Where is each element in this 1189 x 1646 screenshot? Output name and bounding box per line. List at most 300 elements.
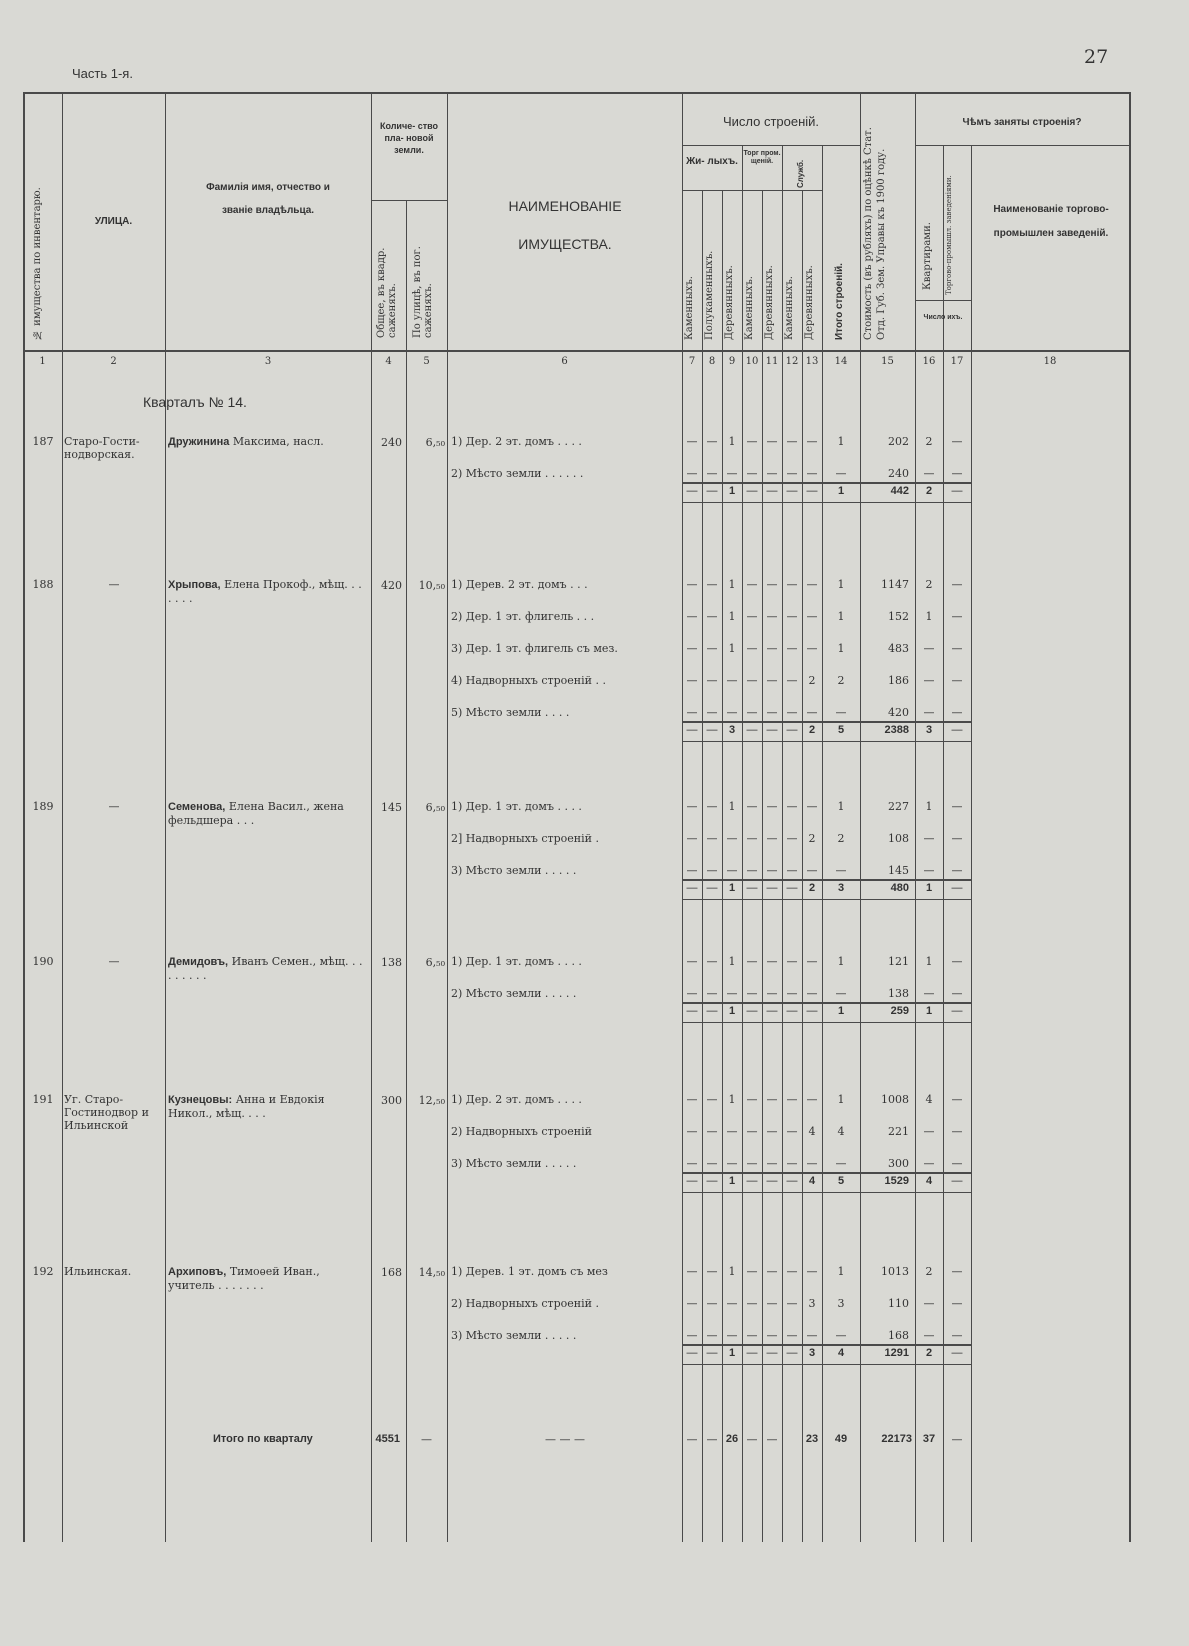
value-cell: 1 xyxy=(837,642,845,655)
value-cell: 168 xyxy=(888,1329,909,1342)
subtotal-cell: — xyxy=(686,1005,698,1017)
value-cell: 110 xyxy=(888,1297,909,1310)
value-cell: — xyxy=(726,864,738,877)
value-cell: — xyxy=(746,987,758,1000)
value-cell: — xyxy=(726,1329,738,1342)
col3-header: Фамилія имя, отчество и званіе владѣльца. xyxy=(206,182,330,216)
subtotal-cell: 5 xyxy=(837,1175,845,1187)
subtotal-cell: 1 xyxy=(728,485,736,497)
column-number: 14 xyxy=(834,356,848,367)
value-cell: — xyxy=(786,610,798,623)
value-cell: — xyxy=(786,642,798,655)
col-line xyxy=(406,200,407,1542)
owner-details: Тимоѳей Иван., учитель . . . . . . . xyxy=(168,1265,320,1293)
property-name: 4) Надворныхъ строеній . . xyxy=(451,674,606,687)
value-cell: — xyxy=(835,1329,847,1342)
value-cell: — xyxy=(746,674,758,687)
value-cell: — xyxy=(923,706,935,719)
subtotal-rule xyxy=(682,502,971,503)
value-cell: — xyxy=(686,1157,698,1170)
value-cell: — xyxy=(766,864,778,877)
value-cell: — xyxy=(923,832,935,845)
value-cell: — xyxy=(786,578,798,591)
subtotal-rule xyxy=(682,721,971,723)
value-cell: — xyxy=(706,706,718,719)
land-area: 168 xyxy=(381,1266,402,1279)
value-cell: 300 xyxy=(888,1157,909,1170)
subtotal-cell: — xyxy=(746,882,758,894)
owner-surname: Демидовъ, xyxy=(168,956,229,968)
value-cell: — xyxy=(806,1157,818,1170)
subtotal-cell: — xyxy=(766,1175,778,1187)
subtotal-cell: — xyxy=(786,1005,798,1017)
value-cell: — xyxy=(686,642,698,655)
value-cell: 1 xyxy=(925,610,933,623)
subtotal-rule xyxy=(682,1002,971,1004)
subtotal-cell: 1 xyxy=(837,1005,845,1017)
value-cell: 483 xyxy=(888,642,909,655)
value-cell: — xyxy=(835,467,847,480)
value-cell: 145 xyxy=(888,864,909,877)
value-cell: — xyxy=(726,706,738,719)
subtotal-cell: 4 xyxy=(837,1347,845,1359)
value-cell: — xyxy=(766,467,778,480)
land-area: 420 xyxy=(381,579,402,592)
value-cell: — xyxy=(806,987,818,1000)
value-cell: — xyxy=(786,435,798,448)
subtotal-cell: — xyxy=(746,1005,758,1017)
column-number: 17 xyxy=(950,356,964,367)
c11-header: Деревянныхъ. xyxy=(764,265,775,340)
subtotal-cell: 1 xyxy=(728,1005,736,1017)
trade-group-header: Торг пром. щеній. xyxy=(743,150,781,166)
c18-header: Наименованіе торгово-промышлен заведеній. xyxy=(993,204,1109,239)
value-cell: — xyxy=(923,1125,935,1138)
value-cell: 2 xyxy=(808,674,816,687)
subtotal-cell: — xyxy=(686,724,698,736)
value-cell: — xyxy=(835,987,847,1000)
value-cell: — xyxy=(686,435,698,448)
value-cell: — xyxy=(706,674,718,687)
value-cell: 1 xyxy=(728,578,736,591)
value-cell: 1 xyxy=(837,1265,845,1278)
owner-surname: Семенова, xyxy=(168,801,226,813)
c14-header: Итого строеній. xyxy=(834,263,845,340)
header-subline xyxy=(682,145,860,146)
total-area: 4551 xyxy=(375,1433,400,1445)
property-name: 2) Мѣсто земли . . . . . xyxy=(451,987,577,1000)
land-area: 300 xyxy=(381,1094,402,1107)
value-cell: 1 xyxy=(728,800,736,813)
column-number: 12 xyxy=(785,356,799,367)
value-cell: 1 xyxy=(837,955,845,968)
total-label: Итого по кварталу xyxy=(213,1433,313,1445)
value-cell: 1 xyxy=(837,800,845,813)
value-cell: — xyxy=(746,832,758,845)
value-cell: 1 xyxy=(728,642,736,655)
property-name: 1) Дер. 2 эт. домъ . . . . xyxy=(451,435,582,448)
c10-header: Каменныхъ. xyxy=(744,276,755,340)
subtotal-cell: 3 xyxy=(837,882,845,894)
col5-header: По улицѣ, въ пог. саженяхъ. xyxy=(412,246,434,338)
value-cell: — xyxy=(951,864,963,877)
subtotal-cell: — xyxy=(766,724,778,736)
owner-name xyxy=(168,955,368,984)
value-cell: — xyxy=(766,955,778,968)
value-cell: 227 xyxy=(888,800,909,813)
value-cell: 1 xyxy=(728,955,736,968)
table-left-border xyxy=(23,92,25,1542)
value-cell: — xyxy=(686,864,698,877)
value-cell: — xyxy=(686,1093,698,1106)
subtotal-rule xyxy=(682,899,971,900)
c12-header: Каменныхъ. xyxy=(784,276,795,340)
subtotal-cell: — xyxy=(951,1175,963,1187)
value-cell: — xyxy=(686,1125,698,1138)
header-subline xyxy=(682,190,822,191)
value-cell: 3 xyxy=(808,1297,816,1310)
total-c9: 26 xyxy=(725,1433,739,1445)
value-cell: — xyxy=(706,642,718,655)
value-cell: — xyxy=(951,1125,963,1138)
value-cell: — xyxy=(951,578,963,591)
value-cell: 1 xyxy=(728,610,736,623)
value-cell: — xyxy=(835,1157,847,1170)
value-cell: — xyxy=(746,642,758,655)
subtotal-rule xyxy=(682,1172,971,1174)
value-cell: — xyxy=(786,706,798,719)
record-number: 189 xyxy=(32,800,54,813)
c8-header: Полукаменныхъ. xyxy=(704,250,715,340)
value-cell: 1 xyxy=(925,800,933,813)
property-name: 1) Дерев. 1 эт. домъ съ мез xyxy=(451,1265,608,1278)
owner-surname: Архиповъ, xyxy=(168,1266,227,1278)
value-cell: 4 xyxy=(837,1125,845,1138)
value-cell: — xyxy=(746,578,758,591)
street-name: Ильинская. xyxy=(64,1265,132,1278)
frontage: 12,₅₀ xyxy=(418,1094,445,1107)
value-cell: — xyxy=(766,1329,778,1342)
value-cell: — xyxy=(951,987,963,1000)
value-cell: 2 xyxy=(925,1265,933,1278)
value-cell: — xyxy=(706,1329,718,1342)
value-cell: — xyxy=(706,578,718,591)
value-cell: — xyxy=(835,864,847,877)
col-line xyxy=(971,145,972,1542)
value-cell: 1147 xyxy=(881,578,909,591)
value-cell: — xyxy=(806,1093,818,1106)
owner-details: Елена Васил., жена фельдшера . . . xyxy=(168,800,344,828)
subtotal-cell: — xyxy=(786,1175,798,1187)
value-cell: 4 xyxy=(808,1125,816,1138)
value-cell: — xyxy=(726,1157,738,1170)
subtotal-cell: — xyxy=(746,1347,758,1359)
column-number: 18 xyxy=(1043,356,1057,367)
street-name: — xyxy=(108,578,120,591)
value-cell: — xyxy=(806,955,818,968)
total-c7: — xyxy=(686,1433,698,1446)
value-cell: — xyxy=(923,864,935,877)
subtotal-cell: — xyxy=(686,1175,698,1187)
value-cell: — xyxy=(746,1125,758,1138)
value-cell: — xyxy=(951,800,963,813)
value-cell: — xyxy=(766,1125,778,1138)
c9-header: Деревянныхъ. xyxy=(724,265,735,340)
value-cell: — xyxy=(923,1329,935,1342)
value-cell: — xyxy=(786,1125,798,1138)
value-cell: — xyxy=(686,578,698,591)
value-cell: — xyxy=(686,800,698,813)
value-cell: 4 xyxy=(925,1093,933,1106)
subtotal-cell: 259 xyxy=(890,1005,909,1017)
value-cell: — xyxy=(951,467,963,480)
subtotal-cell: 1 xyxy=(728,1175,736,1187)
value-cell: — xyxy=(726,987,738,1000)
col-line xyxy=(447,92,448,1542)
subtotal-cell: 5 xyxy=(837,724,845,736)
subtotal-cell: — xyxy=(951,724,963,736)
value-cell: — xyxy=(806,642,818,655)
value-cell: — xyxy=(786,987,798,1000)
subtotal-cell: 1 xyxy=(925,1005,933,1017)
value-cell: — xyxy=(786,1297,798,1310)
header-subline xyxy=(915,300,971,301)
frontage: 6,₅₀ xyxy=(425,956,445,969)
subtotal-cell: 4 xyxy=(925,1175,933,1187)
value-cell: — xyxy=(951,674,963,687)
subtotal-cell: — xyxy=(786,485,798,497)
value-cell: — xyxy=(806,706,818,719)
value-cell: — xyxy=(706,467,718,480)
owner-surname: Дружинина xyxy=(168,436,230,448)
col2-header: УЛИЦА. xyxy=(94,216,133,227)
value-cell: — xyxy=(806,864,818,877)
value-cell: 2 xyxy=(808,832,816,845)
total-c13: 23 xyxy=(805,1433,819,1445)
col4-header: Общее, въ квадр. саженяхъ. xyxy=(376,247,398,338)
value-cell: — xyxy=(726,1297,738,1310)
value-cell: — xyxy=(726,832,738,845)
value-cell: — xyxy=(786,1329,798,1342)
value-cell: — xyxy=(951,706,963,719)
land-area: 240 xyxy=(381,436,402,449)
value-cell: — xyxy=(746,1265,758,1278)
subtotal-cell: 2388 xyxy=(884,724,909,736)
value-cell: — xyxy=(746,864,758,877)
subtotal-cell: 2 xyxy=(808,724,816,736)
record-number: 187 xyxy=(32,435,54,448)
value-cell: 2 xyxy=(837,674,845,687)
value-cell: — xyxy=(706,610,718,623)
value-cell: 121 xyxy=(888,955,909,968)
value-cell: 1 xyxy=(925,955,933,968)
col1-header: № имущества по инвентарю. xyxy=(32,187,43,340)
value-cell: — xyxy=(746,955,758,968)
c16-header: Квартирами. xyxy=(922,222,933,290)
property-name: 2) Надворныхъ строеній xyxy=(451,1125,592,1138)
total-name: — — — xyxy=(545,1433,585,1446)
property-name: 1) Дер. 1 эт. домъ . . . . xyxy=(451,800,582,813)
value-cell: — xyxy=(686,706,698,719)
table-top-border xyxy=(23,92,1131,94)
value-cell: — xyxy=(706,955,718,968)
subtotal-cell: — xyxy=(766,882,778,894)
value-cell: — xyxy=(923,1297,935,1310)
record-number: 190 xyxy=(32,955,54,968)
column-number: 1 xyxy=(39,356,46,367)
subtotal-cell: — xyxy=(706,1347,718,1359)
subtotal-cell: — xyxy=(706,724,718,736)
owner-details: Анна и Евдокія Никол., мѣщ. . . . xyxy=(168,1093,325,1121)
owner-details: Максима, насл. xyxy=(229,435,324,448)
value-cell: 1013 xyxy=(881,1265,909,1278)
value-cell: — xyxy=(786,1093,798,1106)
value-cell: — xyxy=(706,1093,718,1106)
value-cell: 1 xyxy=(728,435,736,448)
value-cell: — xyxy=(706,987,718,1000)
value-cell: — xyxy=(746,1157,758,1170)
part-label: Часть 1-я. xyxy=(72,66,133,81)
col-line xyxy=(682,92,683,1542)
column-number: 6 xyxy=(561,356,568,367)
record-number: 192 xyxy=(32,1265,54,1278)
total-c15: 22173 xyxy=(881,1433,912,1445)
value-cell: — xyxy=(766,832,778,845)
value-cell: — xyxy=(786,864,798,877)
header-subline xyxy=(915,145,1129,146)
value-cell: — xyxy=(786,800,798,813)
subtotal-cell: 2 xyxy=(808,882,816,894)
value-cell: — xyxy=(786,467,798,480)
value-cell: — xyxy=(766,674,778,687)
subtotal-cell: 4 xyxy=(808,1175,816,1187)
value-cell: — xyxy=(806,435,818,448)
value-cell: — xyxy=(726,674,738,687)
col-line xyxy=(165,92,166,1542)
col-line xyxy=(371,92,372,1542)
subtotal-cell: — xyxy=(951,485,963,497)
subtotal-cell: — xyxy=(766,485,778,497)
subtotal-cell: — xyxy=(951,882,963,894)
value-cell: — xyxy=(951,1265,963,1278)
value-cell: — xyxy=(806,467,818,480)
total-c10: — xyxy=(746,1433,758,1446)
total-c8: — xyxy=(706,1433,718,1446)
value-cell: — xyxy=(686,955,698,968)
service-group-header: Служб. xyxy=(796,159,805,188)
subtotal-cell: — xyxy=(706,485,718,497)
street-name: Уг. Старо- Гостинодвор и Ильинской xyxy=(64,1093,149,1133)
value-cell: — xyxy=(706,800,718,813)
owner-name xyxy=(168,1265,368,1294)
owner-name xyxy=(168,435,368,449)
frontage: 6,₅₀ xyxy=(425,801,445,814)
value-cell: — xyxy=(766,987,778,1000)
value-cell: — xyxy=(686,610,698,623)
value-cell: — xyxy=(923,674,935,687)
subtotal-cell: — xyxy=(746,485,758,497)
value-cell: — xyxy=(706,1125,718,1138)
subtotal-cell: 1 xyxy=(925,882,933,894)
owner-name xyxy=(168,578,368,607)
value-cell: — xyxy=(806,578,818,591)
value-cell: — xyxy=(951,955,963,968)
subtotal-cell: — xyxy=(786,1347,798,1359)
header-bottom-border xyxy=(23,350,1131,352)
subtotal-rule xyxy=(682,741,971,742)
value-cell: — xyxy=(706,1297,718,1310)
total-frontage: — xyxy=(421,1433,432,1446)
column-number: 16 xyxy=(922,356,936,367)
value-cell: 1 xyxy=(837,610,845,623)
subtotal-cell: — xyxy=(706,1005,718,1017)
property-name: 2) Дер. 1 эт. флигель . . . xyxy=(451,610,595,623)
value-cell: — xyxy=(746,1329,758,1342)
subtotal-cell: 1 xyxy=(728,882,736,894)
value-cell: 108 xyxy=(888,832,909,845)
property-name: 1) Дерев. 2 эт. домъ . . . xyxy=(451,578,588,591)
value-cell: 2 xyxy=(925,435,933,448)
value-cell: — xyxy=(951,1157,963,1170)
subtotal-rule xyxy=(682,879,971,881)
subtotal-cell: — xyxy=(806,1005,818,1017)
street-name: — xyxy=(108,955,120,968)
frontage: 14,₅₀ xyxy=(418,1266,445,1279)
owner-details: Иванъ Семен., мѣщ. . . . . . . . . xyxy=(168,955,363,983)
subtotal-cell: — xyxy=(951,1005,963,1017)
value-cell: — xyxy=(766,1265,778,1278)
subtotal-cell: — xyxy=(951,1347,963,1359)
value-cell: — xyxy=(746,610,758,623)
value-cell: 186 xyxy=(888,674,909,687)
value-cell: — xyxy=(686,832,698,845)
property-name: 3) Дер. 1 эт. флигель съ мез. xyxy=(451,642,618,655)
subtotal-rule xyxy=(682,1344,971,1346)
subtotal-rule xyxy=(682,482,971,484)
column-number: 3 xyxy=(264,356,272,367)
value-cell: — xyxy=(786,832,798,845)
subtotal-cell: — xyxy=(766,1005,778,1017)
value-cell: — xyxy=(766,610,778,623)
value-cell: — xyxy=(951,832,963,845)
value-cell: — xyxy=(766,642,778,655)
subtotal-rule xyxy=(682,1022,971,1023)
subtotal-cell: 3 xyxy=(925,724,933,736)
value-cell: — xyxy=(786,1157,798,1170)
value-cell: — xyxy=(951,610,963,623)
value-cell: 202 xyxy=(888,435,909,448)
owner-details: Елена Прокоф., мѣщ. . . . . . . xyxy=(168,578,362,606)
value-cell: 1 xyxy=(728,1093,736,1106)
col-line xyxy=(62,92,63,1542)
value-cell: — xyxy=(746,467,758,480)
value-cell: — xyxy=(746,1093,758,1106)
subtotal-cell: 1291 xyxy=(884,1347,909,1359)
value-cell: — xyxy=(923,642,935,655)
value-cell: 2 xyxy=(925,578,933,591)
subtotal-cell: 1 xyxy=(728,1347,736,1359)
subtotal-cell: — xyxy=(686,1347,698,1359)
value-cell: — xyxy=(686,1329,698,1342)
property-name: 1) Дер. 1 эт. домъ . . . . xyxy=(451,955,582,968)
subtotal-cell: — xyxy=(746,1175,758,1187)
record-number: 188 xyxy=(32,578,54,591)
value-cell: 138 xyxy=(888,987,909,1000)
c1617-sub-header: Число ихъ. xyxy=(923,314,963,321)
value-cell: — xyxy=(766,1157,778,1170)
value-cell: — xyxy=(726,1125,738,1138)
value-cell: — xyxy=(923,1157,935,1170)
